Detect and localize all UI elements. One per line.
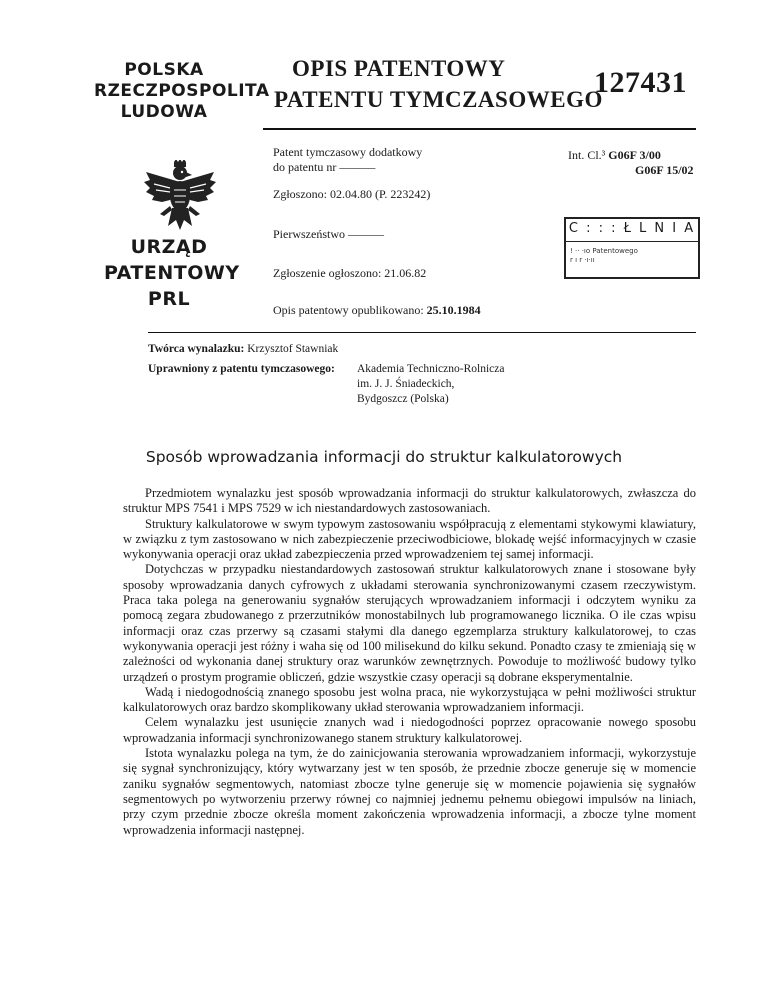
announced-date: Zgłoszenie ogłoszono: 21.06.82 (273, 266, 427, 280)
country-name (94, 60, 270, 123)
int-classification (568, 148, 694, 178)
paragraph: Przedmiotem wynalazku jest sposób wprowadzania informacji do struktur kalkulatorowych, zwłaszcza do struktur MPS 7541 i MPS 7529 w ich niestandardowych zastosowaniach. (123, 486, 696, 516)
published (273, 303, 481, 318)
int-cl-2: G06F 15/02 (635, 163, 694, 177)
library-stamp (564, 217, 700, 279)
inventor-label: Twórca wynalazku: (148, 343, 245, 355)
stamp-title: C : : : Ł L N I A (568, 221, 696, 236)
document-type-subtitle: PATENTU TYMCZASOWEGO (274, 87, 603, 112)
priority: Pierwszeństwo ——— (273, 227, 384, 241)
stamp-line-1: ! ·· ·ıo Patentowego (570, 247, 638, 255)
holder-label: Uprawniony z patentu tymczasowego: (148, 363, 335, 375)
document-body (123, 486, 696, 838)
holder-line-2: im. J. J. Śniadeckich, (357, 378, 455, 390)
patent-number: 127431 (594, 66, 687, 99)
inventor (148, 342, 338, 356)
inventor-name: Krzysztof Stawniak (247, 343, 339, 355)
country-line-1: POLSKA (124, 60, 204, 80)
filed-date: Zgłoszono: 02.04.80 (P. 223242) (273, 187, 431, 201)
stamp-line-2: r ı r ·ı·ıı (570, 256, 595, 264)
country-line-3: LUDOWA (120, 102, 208, 122)
country-line-2: RZECZPOSPOLITA (94, 81, 270, 101)
office-line-3: PRL (147, 288, 191, 310)
details-divider (148, 332, 696, 333)
header-divider (263, 128, 696, 130)
holder-line-3: Bydgoszcz (Polska) (357, 393, 449, 405)
paragraph: Dotychczas w przypadku niestandardowych zastosowań struktur kalkulatorowych znane i stosowane były sposoby wprowadzania danych cyfrowych z układami sterowania synchronizowanymi czasem rzeczywistym. Praca taka polega na generowaniu sygnałów sterujących wprowadzaniem informacji i odczytem wyniku za pomocą zegara zbudowanego z przerzutników monostabilnych lub programowanego licznika. O ile czas wpisu informacji oraz czas przerwy są czasami stałymi dla danego egzemplarza struktury kalkulatorowej, to czas wykonywania operacji jest różny i waha się od 100 milisekund do kilku sekund. Ponadto czasy te zmieniają się w zależności od wykonania danej struktury oraz warunków zewnętrznych. Powoduje to możliwość budowy tylko urządzeń o prostym programie obliczeń, gdzie wszystkie czasy operacji są dobrane eksperymentalnie. (123, 562, 696, 684)
additional-patent-line1: Patent tymczasowy dodatkowy (273, 145, 423, 159)
paragraph: Istota wynalazku polega na tym, że do zainicjowania sterowania wprowadzaniem informacji, wykorzystuje się sygnał synchronizujący, który wytwarzany jest w ten sposób, że przednie zbocze generuje się w momencie zaniku sygnałów segmentowych, natomiast zbocze tylne generuje się w momencie pojawienia się sygnałów segmentowych po wytworzeniu przerwy równej co najmniej jednemu pełnemu obiegowi impulsów na liniach, przy czym przednie zbocze określa moment zakończenia wprowadzenia informacji, a zbocze tylne moment wprowadzenia informacji następnej. (123, 746, 696, 837)
published-label: Opis patentowy opublikowano: (273, 303, 424, 317)
office-line-1: URZĄD (130, 236, 208, 258)
holder-line-1: Akademia Techniczno-Rolnicza (357, 363, 505, 375)
eagle-emblem-icon (140, 160, 220, 232)
paragraph: Wadą i niedogodnością znanego sposobu jest wolna praca, nie wykorzystująca w pełni możliwości struktur kalkulatorowych oraz bardzo skomplikowany układ sterowania wprowadzaniem informacji. (123, 684, 696, 715)
document-type-title: OPIS PATENTOWY (292, 56, 506, 81)
patent-office (104, 234, 240, 312)
int-cl-label: Int. Cl.³ (568, 148, 606, 162)
int-cl-1: G06F 3/00 (608, 148, 661, 162)
document-title: Sposób wprowadzania informacji do struktur kalkulatorowych (145, 448, 623, 466)
office-line-2: PATENTOWY (104, 262, 240, 284)
published-date: 25.10.1984 (426, 303, 481, 317)
paragraph: Struktury kalkulatorowe w swym typowym zastosowaniu współpracują z elementami stykowymi klawiatury, w związku z tym zastosowano w nich zabezpieczenie przeciwodbiciowe, blokadę wejść informacyjnych w czasie wykonywania operacji oraz układ zabezpieczenia przed wprowadzeniem tej samej informacji. (123, 516, 696, 562)
stamp-divider (566, 241, 698, 242)
stamp-text (570, 247, 694, 265)
additional-patent-line2: do patentu nr ——— (273, 160, 376, 174)
paragraph: Celem wynalazku jest usunięcie znanych wad i niedogodności poprzez opracowanie nowego sposobu wprowadzania informacji synchronizowanego stanem struktury kalkulatorowej. (123, 715, 696, 745)
